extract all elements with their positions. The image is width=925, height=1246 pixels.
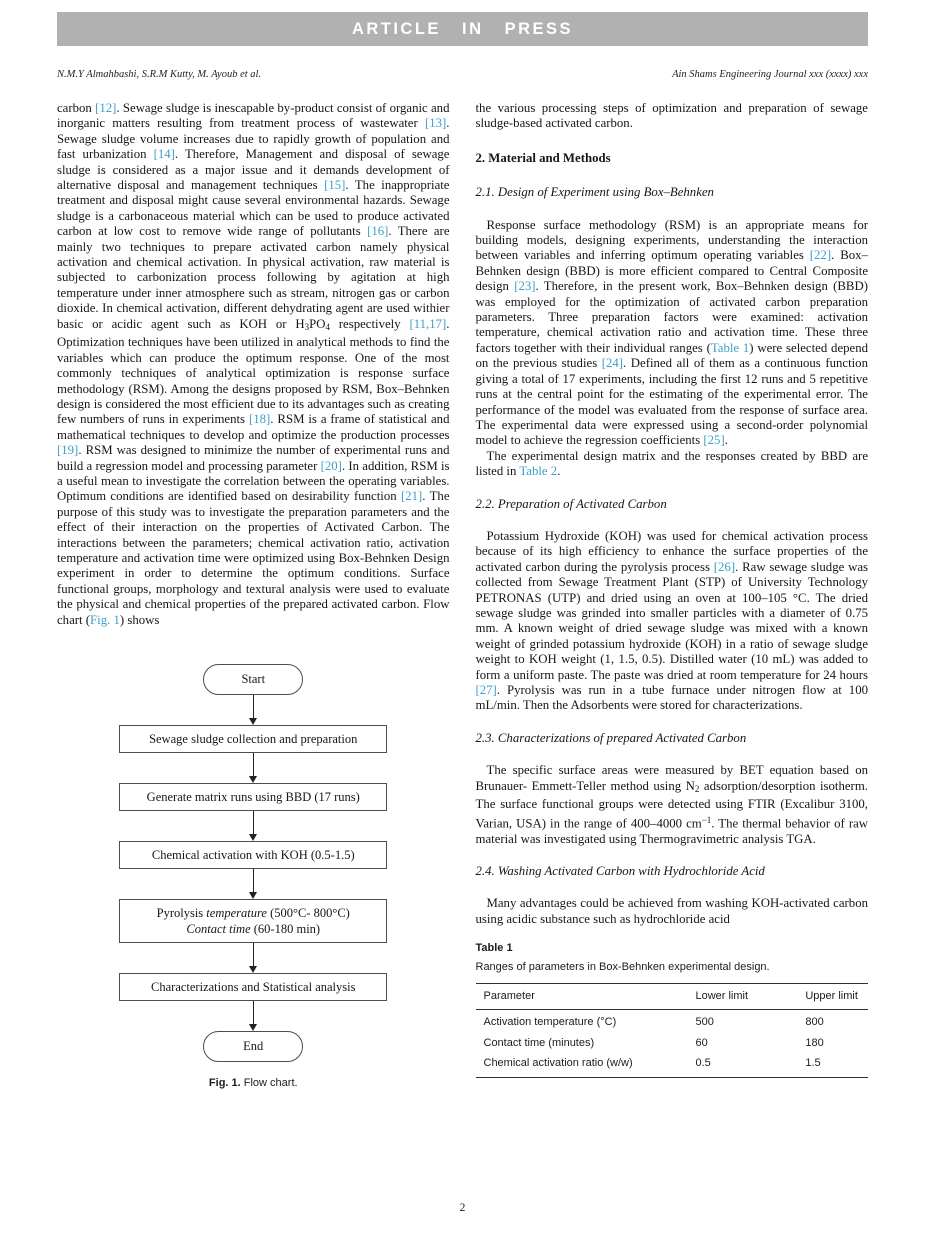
table-1-header-row: [476, 983, 869, 1009]
text-segment: (500°C- 800°C): [266, 906, 350, 921]
text-segment: . Therefore, in the present work, Box–Behnken design (BBD) was employed for the optimization of activated carbon preparation parameters. Three preparation factors were examined: activation temperature, chemical activation ratio and activation time. These three factors together with their individual ranges (: [475, 279, 868, 355]
arrow-line: [253, 695, 254, 718]
page-number: 2: [459, 1202, 466, 1214]
text-segment: respectively: [329, 316, 410, 331]
section-2-4-heading: 2.4. Washing Activated Carbon with Hydrochloride Acid: [475, 863, 765, 878]
arrow-head-icon: [249, 776, 257, 783]
text-segment: Pyrolysis: [156, 906, 207, 921]
arrow-line: [253, 943, 254, 966]
text-segment: PO: [309, 316, 326, 331]
text-segment: .: [557, 464, 561, 479]
text-segment: The experimental design matrix and the responses created by BBD are listed in: [475, 448, 868, 479]
intro-paragraph: [57, 101, 450, 628]
citation-link[interactable]: [11,17]: [409, 316, 447, 331]
table-cell: 0.5: [695, 1057, 711, 1070]
text-segment: . Raw sewage sludge was collected from Sewage Treatment Plant (STP) of University Technology PETRONAS (UTP) and dried using an oven at 100–105 °C. The dried sewage sludge was grinded into smaller particles with a diameter of 0.75 mm. A known weight of dried sewage sludge was mixed with a known weight of grinded potassium hydroxide (KOH) in a ratio of sewage sludge weight to KOH weight (1, 1.5, 0.5). Distilled water (10 mL) was added to form a uniform paste. The paste was dried at room temperature for 24 hours: [475, 559, 868, 682]
text-segment: . Therefore, Management and disposal of sewage sludge is considered as a major issue and it demands development of alternative disposal and management techniques: [57, 147, 450, 193]
figure-caption-text: Flow chart.: [240, 1077, 298, 1090]
text-segment: . Pyrolysis was run in a tube furnace under nitrogen flow at 100 mL/min. Then the Adsorbents were stored for characterizations.: [475, 683, 868, 713]
flowchart-arrow: [249, 943, 257, 973]
arrow-head-icon: [249, 834, 257, 841]
two-column-body: [57, 101, 868, 1091]
table-cell: Activation temperature (°C): [483, 1016, 617, 1029]
flowchart-step-collection: Sewage sludge collection and preparation: [119, 725, 387, 753]
table-row: [476, 1033, 869, 1053]
text-segment: . In addition, RSM is a useful mean to investigate the correlation between the operating variables. Optimum conditions are identified based on desirability function: [57, 458, 450, 504]
right-column: [476, 101, 869, 1091]
pyrolysis-line-1: [124, 905, 382, 921]
section-2-heading: 2. Material and Methods: [475, 150, 611, 165]
text-segment: 3: [304, 321, 310, 332]
figure-caption-label: Fig. 1.: [208, 1077, 241, 1090]
section-2-2-heading: 2.2. Preparation of Activated Carbon: [475, 496, 667, 511]
text-segment: . Sewage sludge is inescapable by-product consist of organic and inorganic matters resulting from treatment process of wastewater: [57, 101, 450, 131]
journal-page: [0, 12, 925, 1214]
text-segment: carbon: [57, 101, 96, 115]
text-segment: ) were selected depend on the previous studies: [475, 340, 868, 371]
flowchart-arrow: [249, 1001, 257, 1031]
text-segment: (60-180 min): [250, 922, 321, 937]
text-segment: The specific surface areas were measured by BET equation based on Brunauer- Emmett-Teller method using N: [475, 763, 868, 793]
citation-link[interactable]: [19]: [57, 443, 79, 458]
flowchart-step-characterizations: Characterizations and Statistical analysis: [119, 973, 387, 1001]
text-segment: Contact time: [186, 922, 251, 937]
section-2-1-paragraph-1: [476, 218, 869, 449]
flowchart-step-pyrolysis: [119, 899, 387, 943]
citation-link[interactable]: [21]: [400, 489, 423, 504]
table-1-label: Table 1: [475, 942, 513, 955]
text-segment: . Sewage sludge volume increases due to rapidly growth of population and fast urbanization: [57, 116, 450, 162]
table-cell: 60: [695, 1036, 708, 1049]
arrow-head-icon: [249, 1024, 257, 1031]
table-1-header-upper-limit: Upper limit: [805, 989, 858, 1002]
arrow-line: [253, 753, 254, 776]
text-segment: . RSM is a frame of statistical and mathematical techniques to develop and optimize the production processes: [57, 412, 450, 442]
citation-link[interactable]: [12]: [95, 101, 117, 115]
citation-link[interactable]: [15]: [324, 178, 346, 193]
citation-link[interactable]: [25]: [703, 433, 725, 448]
flowchart-start-node: Start: [203, 664, 303, 695]
citation-link[interactable]: [24]: [601, 356, 624, 371]
section-2-3-paragraph: [476, 763, 869, 847]
running-header: [57, 69, 868, 80]
arrow-line: [253, 811, 254, 834]
text-segment: . There are mainly two techniques to prepare activated carbon namely physical activation and chemical activation. In physical activation, raw material is subjected to carbonization process following by agitation at high temperature under inner atmosphere such as stream, nitrogen gas or carbon dioxide. In chemical activation, different dehydrating agent are used withier basic or acidic agent such as KOH or H: [57, 224, 450, 331]
section-2-4-paragraph: Many advantages could be achieved from washing KOH-activated carbon using acidic substance such as hydrochloride acid: [475, 896, 868, 926]
table-cell: Chemical activation ratio (w/w): [483, 1057, 633, 1070]
text-segment: . Defined all of them as a continuous function giving a total of 17 experiments, including the first 12 runs and 5 repetitive runs at the central point for the estimating of the experimental error. The performance of the model was evaluated from the response of surface area. The experimental data were expressed using a second-order polynomial model to achieve the regression coefficients: [475, 356, 868, 448]
section-2-1-heading: 2.1. Design of Experiment using Box–Behnken: [475, 185, 714, 200]
figure-1-caption: [209, 1076, 298, 1091]
flowchart-arrow: [249, 811, 257, 841]
citation-link[interactable]: Table 1: [710, 340, 750, 355]
arrow-line: [253, 869, 254, 892]
arrow-head-icon: [249, 966, 257, 973]
text-segment: . The inappropriate treatment and disposal might cause several environmental hazards. Sewage sludge is a carbonaceous material which can be used to produce activated carbon at low cost to remove wide range of pollutants: [57, 178, 450, 239]
citation-link[interactable]: [20]: [320, 458, 342, 473]
table-row: [476, 1054, 869, 1077]
text-segment: 4: [325, 321, 330, 332]
flowchart-arrow: [249, 753, 257, 783]
text-segment: Response surface methodology (RSM) is an appropriate means for building models, designing experiments, understanding the interaction between variables and inferring optimum operating variables: [475, 217, 868, 263]
table-1-grid: [476, 983, 869, 1078]
continuation-paragraph: the various processing steps of optimization and preparation of sewage sludge-based activated carbon.: [475, 101, 868, 131]
citation-link[interactable]: [22]: [809, 248, 832, 263]
section-2-3-heading: 2.3. Characterizations of prepared Activated Carbon: [475, 730, 747, 745]
text-segment: temperature: [206, 906, 267, 921]
table-1: [476, 941, 869, 1077]
table-cell: 180: [805, 1036, 824, 1049]
citation-link[interactable]: Table 2: [519, 464, 558, 479]
text-segment: . Optimization techniques have been utilized in analytical methods to find the variables which can produce the optimum response. One of the most commonly techniques of analytical optimization is response surface methodology (RSM). Among the designs proposed by RSM, Box–Behnken design is considered the most efficient due to its advantages such as creating few numbers of runs in experiments: [57, 316, 450, 427]
table-cell: Contact time (minutes): [483, 1036, 595, 1049]
citation-link[interactable]: [26]: [713, 559, 736, 574]
text-segment: . The thermal behavior of raw material was investigated using Thermogravimetric analysis TGA.: [475, 816, 868, 846]
arrow-head-icon: [249, 718, 257, 725]
text-segment: .: [724, 433, 728, 448]
section-2-2-paragraph: [476, 529, 869, 714]
citation-link[interactable]: [16]: [367, 224, 389, 239]
figure-1-flowchart: [57, 664, 450, 1091]
arrow-line: [253, 1001, 254, 1024]
journal-name: Ain Shams Engineering Journal xxx (xxxx) xxx: [672, 69, 868, 80]
text-segment: . RSM was designed to minimize the number of experimental runs and build a regression model and processing parameter: [57, 443, 450, 473]
table-cell: 1.5: [805, 1057, 821, 1070]
text-segment: −1: [701, 814, 712, 825]
table-1-caption: Ranges of parameters in Box-Behnken experimental design.: [475, 960, 770, 973]
flowchart-end-node: End: [203, 1031, 303, 1062]
citation-link[interactable]: Fig. 1: [90, 612, 120, 627]
flowchart-step-chemical-activation: Chemical activation with KOH (0.5-1.5): [119, 841, 387, 869]
citation-link[interactable]: [14]: [153, 147, 175, 162]
authors-line: N.M.Y Almahbashi, S.R.M Kutty, M. Ayoub et al.: [57, 69, 262, 80]
flowchart-arrow: [249, 695, 257, 725]
citation-link[interactable]: [18]: [248, 412, 271, 427]
citation-link[interactable]: [27]: [475, 683, 497, 697]
article-in-press-banner: ARTICLE IN PRESS: [57, 12, 868, 46]
table-1-header-lower-limit: Lower limit: [695, 989, 749, 1002]
text-segment: Potassium Hydroxide (KOH) was used for chemical activation process because of its high efficiency to enhance the surface properties of the activated carbon during the pyrolysis process: [475, 528, 868, 574]
table-1-header-parameter: Parameter: [483, 989, 535, 1002]
table-cell: 500: [695, 1016, 714, 1029]
citation-link[interactable]: [23]: [514, 279, 536, 294]
table-cell: 800: [805, 1016, 824, 1029]
flowchart-arrow: [249, 869, 257, 899]
text-segment: adsorption/desorption isotherm. The surface functional groups were detected using FTIR (Excalibur 3100, Varian, USA) in the range of 400–4000 cm: [475, 778, 868, 831]
text-segment: . Box–Behnken design (BBD) is more efficient compared to Central Composite design: [475, 248, 868, 294]
left-column: [57, 101, 450, 1091]
arrow-head-icon: [249, 892, 257, 899]
text-segment: 2: [694, 783, 700, 794]
section-2-1-paragraph-2: [476, 449, 869, 480]
pyrolysis-line-2: [124, 921, 382, 937]
text-segment: . The purpose of this study was to investigate the preparation parameters and the effect of their interaction on the properties of Activated Carbon. The interactions between the parameters; chemical activation ratio, activation temperature and activation time were optimized using Box-Behnken Design experiment in order to determine the optimum conditions. Surface functional groups, morphology and textural analysis were used to evaluate the physical and chemical properties of the prepared activated carbon. Flow chart (: [57, 489, 450, 627]
text-segment: ) shows: [119, 612, 160, 627]
flowchart-step-bbd-matrix: Generate matrix runs using BBD (17 runs): [119, 783, 387, 811]
citation-link[interactable]: [13]: [424, 116, 447, 131]
table-row: [476, 1010, 869, 1033]
